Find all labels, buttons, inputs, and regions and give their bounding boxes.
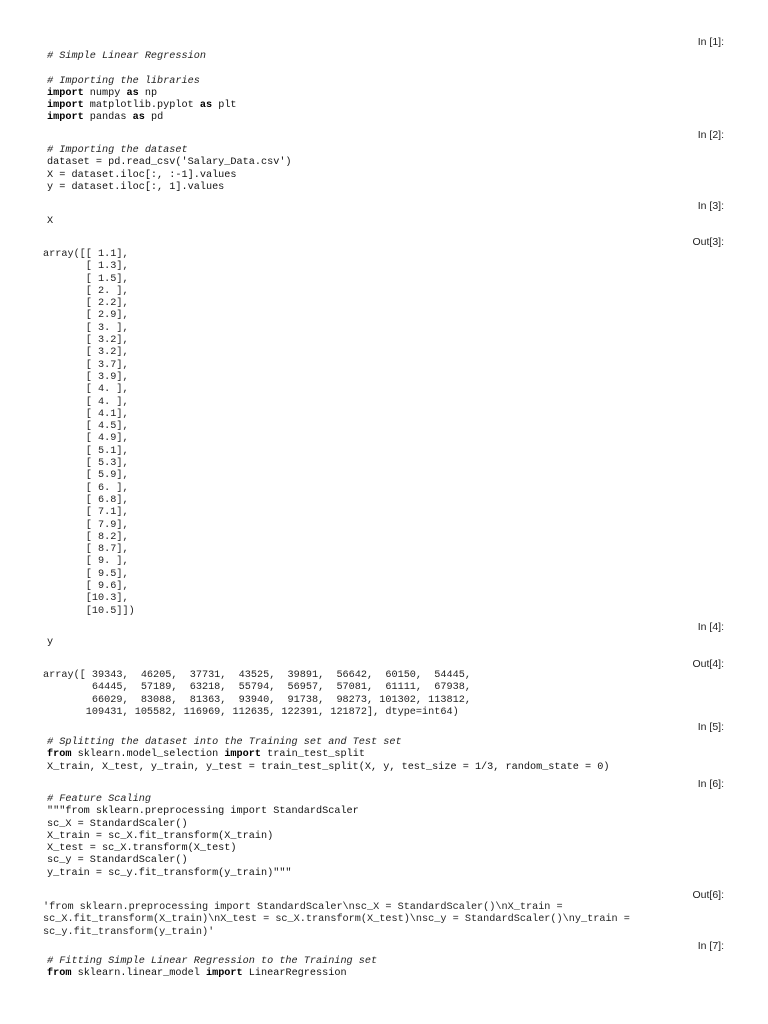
code-input-1[interactable] — [47, 51, 237, 125]
code-token: np — [138, 87, 158, 99]
code-keyword: from — [47, 749, 72, 761]
code-keyword: import — [224, 749, 261, 761]
code-token: matplotlib.pyplot — [83, 100, 200, 112]
code-comment: # Importing the libraries — [47, 75, 200, 87]
code-keyword: as — [132, 112, 145, 124]
code-token: y — [47, 637, 54, 648]
code-comment: # Simple Linear Regression — [47, 51, 206, 62]
code-input-4[interactable] — [47, 637, 53, 649]
code-comment: # Importing the dataset — [47, 145, 188, 156]
code-comment: # Feature Scaling — [47, 794, 151, 805]
out-prompt-6: Out[6]: — [692, 889, 724, 901]
cell-output-3: array([[ 1.1], [ 1.3], [ 1.5], [ 2. ], [ 2.2], [ 2.9], [ 3. ], [ 3.2], [ 3.2], [ 3.7], [ 3.9], [ 4. ], [ 4. ], [ 4.1], [ 4.5], [ 4.9], [ 5.1], [ 5.3], [ 5.9], [ 6. ], [ 6.8], [ 7.1], [ 7.9], [ 8.2], [ 8.7], [ 9. ], [ 9.5], [ 9.6], [10.3], [10.5]]) — [43, 249, 135, 617]
code-token: train_test_split — [261, 749, 365, 761]
code-token: X_test = sc_X.transform(X_test) — [47, 843, 237, 855]
code-keyword: from — [47, 968, 72, 980]
code-keyword: import — [47, 112, 84, 124]
code-token: sklearn.model_selection — [71, 749, 225, 761]
in-prompt-2: In [2]: — [697, 129, 724, 141]
code-input-6[interactable] — [47, 794, 359, 880]
code-input-3[interactable] — [47, 216, 53, 228]
code-token: y = dataset.iloc[:, 1].values — [47, 181, 225, 193]
code-token: sc_X = StandardScaler() — [47, 818, 188, 830]
in-prompt-3: In [3]: — [697, 200, 724, 212]
code-token: LinearRegression — [242, 968, 347, 980]
code-token: X_train, X_test, y_train, y_test = train_test_split(X, y, test_size = 1/3, random_state = 0) — [47, 761, 610, 773]
code-input-5[interactable] — [47, 737, 609, 774]
in-prompt-5: In [5]: — [697, 721, 724, 733]
code-token: plt — [212, 100, 237, 112]
cell-output-6: 'from sklearn.preprocessing import StandardScaler\nsc_X = StandardScaler()\nX_train = sc_X.fit_transform(X_train)\nX_test = sc_X.transform(X_test)\nsc_y = StandardScaler()\ny_train = sc_y.fit_transform(y_train)' — [43, 902, 630, 938]
cell-output-4: array([ 39343, 46205, 37731, 43525, 39891, 56642, 60150, 54445, 64445, 57189, 63218, 55794, 56957, 57081, 61111, 67938, 66029, 83088, 81363, 93940, 91738, 98273, 101302, 113812, 109431, 105582, 116969, 112635, 122391, 121872], dtype=int64) — [43, 670, 471, 718]
code-keyword: as — [199, 100, 213, 112]
code-token: dataset = pd.read_csv('Salary_Data.csv') — [47, 157, 292, 169]
code-token: pd — [144, 112, 164, 124]
code-comment: # Fitting Simple Linear Regression to the Training set — [47, 956, 378, 967]
code-keyword: as — [126, 87, 139, 99]
code-input-2[interactable] — [47, 145, 292, 194]
code-token: pandas — [83, 112, 133, 124]
code-token: numpy — [83, 87, 127, 99]
out-prompt-3: Out[3]: — [692, 236, 724, 248]
code-input-7[interactable] — [47, 956, 377, 981]
code-token: X = dataset.iloc[:, :-1].values — [47, 169, 237, 181]
in-prompt-4: In [4]: — [697, 621, 724, 633]
code-token: X — [47, 216, 54, 227]
code-comment: # Splitting the dataset into the Training set and Test set — [47, 737, 402, 748]
code-token: sklearn.linear_model — [71, 968, 206, 980]
in-prompt-7: In [7]: — [697, 940, 724, 952]
out-prompt-4: Out[4]: — [692, 658, 724, 670]
code-keyword: import — [47, 100, 84, 112]
in-prompt-6: In [6]: — [697, 778, 724, 790]
code-token: y_train = sc_y.fit_transform(y_train)""" — [47, 867, 292, 879]
code-token: X_train = sc_X.fit_transform(X_train) — [47, 830, 274, 842]
in-prompt-1: In [1]: — [697, 36, 724, 48]
code-keyword: import — [47, 87, 84, 99]
code-keyword: import — [205, 968, 243, 980]
code-token: sc_y = StandardScaler() — [47, 855, 188, 867]
code-token: """from sklearn.preprocessing import StandardScaler — [47, 806, 359, 818]
